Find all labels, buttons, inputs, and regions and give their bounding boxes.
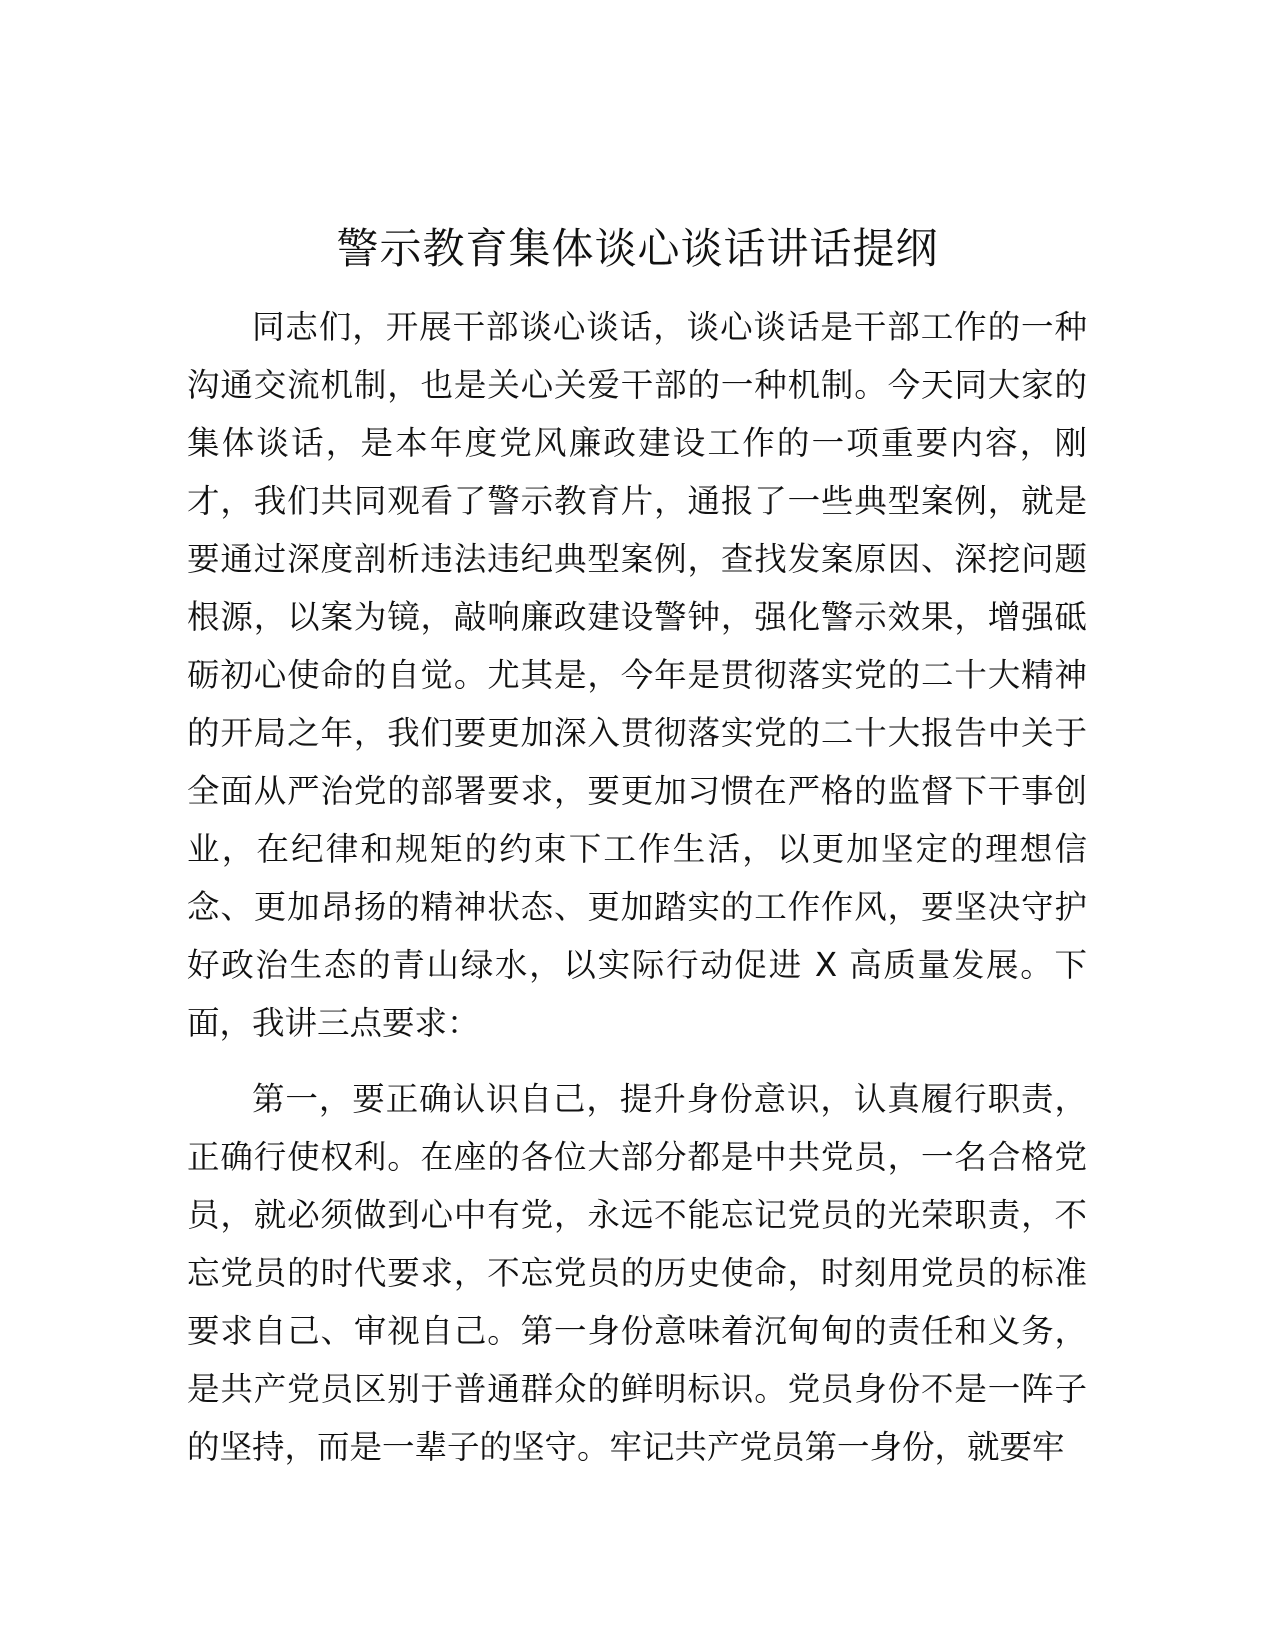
paragraph-first-point: 第一，要正确认识自己，提升身份意识，认真履行职责，正确行使权利。在座的各位大部分都是中共党员，一名合格党员，就必须做到心中有党，永远不能忘记党员的光荣职责，不忘党员的时代要求，不忘党员的历史使命，时刻用党员的标准要求自己、审视自己。第一身份意味着沉甸甸的责任和义务，是共产党员区别于普通群众的鲜明标识。党员身份不是一阵子的坚持，而是一辈子的坚守。牢记共产党员第一身份，就要牢 (187, 1080, 1087, 1466)
document-title: 警示教育集体谈心谈话讲话提纲 (336, 224, 939, 273)
paragraph-opening: 同志们，开展干部谈心谈话，谈心谈话是干部工作的一种沟通交流机制，也是关心关爱干部的一种机制。今天同大家的集体谈话，是本年度党风廉政建设工作的一项重要内容，刚才，我们共同观看了警示教育片，通报了一些典型案例，就是要通过深度剖析违法违纪典型案例，查找发案原因、深挖问题根源，以案为镜，敲响廉政建设警钟，强化警示效果，增强砥砺初心使命的自觉。尤其是，今年是贯彻落实党的二十大精神的开局之年，我们要更加深入贯彻落实党的二十大报告中关于全面从严治党的部署要求，要更加习惯在严格的监督下干事创业，在纪律和规矩的约束下工作生活，以更加坚定的理想信念、更加昂扬的精神状态、更加踏实的工作作风，要坚决守护好政治生态的青山绿水，以实际行动促进 X 高质量发展。下面，我讲三点要求： (187, 308, 1087, 1042)
